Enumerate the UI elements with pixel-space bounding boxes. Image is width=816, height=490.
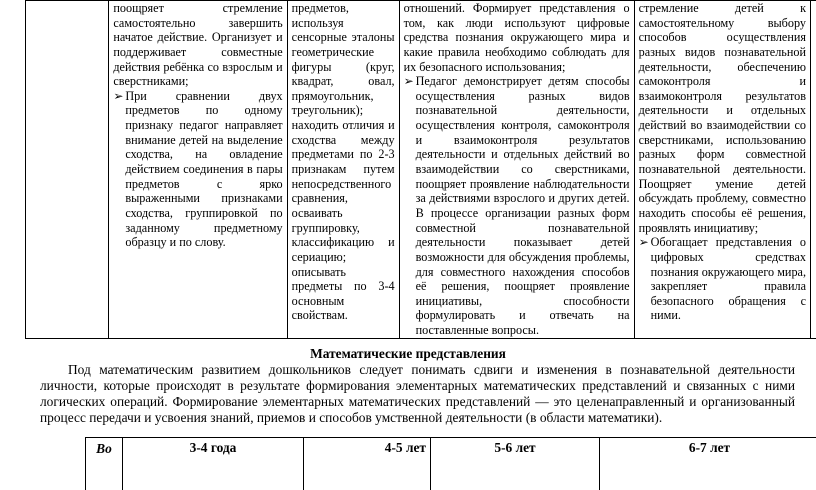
bullet-paragraph [639,235,806,323]
age-header: 6-7 лет [600,438,816,490]
table-header-row [86,438,816,490]
cell-text: отношений. Формирует представления о том, как люди используют цифровые средства познания окружающего мира и какие правила необходимо соблюдать для их безопасного использования; [404,1,630,74]
arrow-bullet-icon: ➢ [404,74,416,89]
age-header: 3-4 года [123,438,304,490]
cell-paragraph [404,1,630,74]
empty-cell [26,1,109,339]
cell-text: стремление детей к самостоятельному выбору способов осуществления разных видов познавательной деятельности, обеспечению самоконтроля и взаимоконтроля результатов деятельности и отдельных действий во взаимодействии со сверстниками, использованию разных форм совместной познавательной деятельности. Поощряет умение детей обсуждать проблему, совместно находить способы её решения, проявлять инициативу; [639,1,806,235]
age-table [85,437,816,490]
cell-col5 [634,1,810,339]
cell-paragraph [113,1,282,89]
empty-cell [811,1,816,339]
age-header: 4-5 лет [304,438,431,490]
age-header: 5-6 лет [431,438,600,490]
section-title: Математические представления [0,346,816,362]
cell-text: При сравнении двух предметов по одному признаку педагог направляет внимание детей на выделение сходства, на овладение действием соединения в пары предметов с ярко выраженными признаками сходства, группировкой по заданному предметному образцу и по слову. [125,89,282,249]
cell-col4 [399,1,634,339]
arrow-bullet-icon: ➢ [639,235,651,250]
cell-text: поощряет стремление самостоятельно завершить начатое действие. Организует и поддерживает совместные действия ребёнка со взрослым и сверстниками; [113,1,282,88]
cell-paragraph [292,1,395,323]
content-table [25,0,816,339]
cell-col3 [287,1,399,339]
arrow-bullet-icon: ➢ [113,89,125,104]
bullet-paragraph [404,74,630,338]
cell-text: Педагог демонстрирует детям способы осуществления разных видов познавательной деятельности, осуществления контроля, самоконтроля и взаимоконтроля результатов деятельности и отдельных действий во взаимодействии со сверстниками, поощряет проявление наблюдательности за действиями взрослого и других детей. В процессе организации разных форм совместной познавательной деятельности показывает детей возможности для обсуждения проблемы, для совместного нахождения способов её решения, поощряет проявление инициативы, способности формулировать и отвечать на поставленные вопросы. [416,74,630,337]
bullet-paragraph [113,89,282,250]
cell-text: Обогащает представления о цифровых средствах познания окружающего мира, закрепляет правила безопасного обращения с ними. [651,235,806,322]
intro-paragraph: Под математическим развитием дошкольников следует понимать сдвиги и изменения в познавательной деятельности личности, которые происходят в результате формирования элементарных математических представлений и связанных с ними логических операций. Формирование элементарных математических представлений — это целенаправленный и организованный процесс передачи и усвоения знаний, приемов и способов умственной деятельности (в области математики). [40,362,795,426]
cell-paragraph [639,1,806,235]
first-col-header: Во [86,438,123,490]
cell-col2 [109,1,287,339]
cell-text: предметов, используя сенсорные эталоны геометрические фигуры (круг, квадрат, овал, прямоугольник, треугольник); находить отличия и сходства между предметами по 2-3 признакам путем непосредственного сравнения, осваивать группировку, классификацию и сериацию; описывать предметы по 3-4 основным свойствам. [292,1,395,322]
table-row [26,1,816,339]
